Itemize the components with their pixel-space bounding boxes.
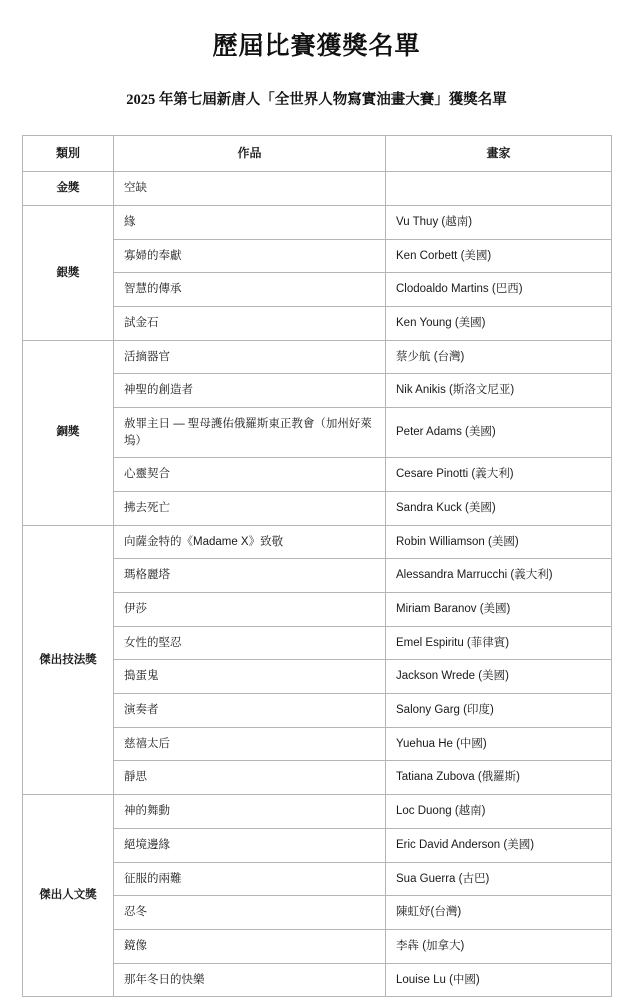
work-cell: 慈禧太后 [114,727,386,761]
artist-cell: 李犇 (加拿大) [386,929,612,963]
work-cell: 鏡像 [114,929,386,963]
document-page [0,18,633,1007]
column-header-work: 作品 [114,136,386,172]
work-cell: 征服的兩難 [114,862,386,896]
artist-cell: Jackson Wrede (美國) [386,660,612,694]
work-cell: 忍冬 [114,896,386,930]
artist-cell: Robin Williamson (美國) [386,525,612,559]
table-header [23,136,612,172]
artist-cell: Yuehua He (中國) [386,727,612,761]
work-cell: 活摘器官 [114,340,386,374]
artist-cell: Sua Guerra (古巴) [386,862,612,896]
page-subtitle: 2025 年第七屆新唐人「全世界人物寫實油畫大賽」獲獎名單 [126,92,507,108]
artist-cell: Alessandra Marrucchi (義大利) [386,559,612,593]
work-cell: 拂去死亡 [114,492,386,526]
work-cell: 伊莎 [114,593,386,627]
work-cell: 神聖的創造者 [114,374,386,408]
work-cell: 緣 [114,206,386,240]
artist-cell: Clodoaldo Martins (巴西) [386,273,612,307]
work-cell: 絕境邊緣 [114,828,386,862]
work-cell: 那年冬日的快樂 [114,963,386,997]
category-cell: 銀獎 [23,206,114,341]
category-cell: 傑出人文獎 [23,795,114,997]
work-cell: 向薩金特的《Madame X》致敬 [114,525,386,559]
artist-cell: Nik Anikis (斯洛文尼亚) [386,374,612,408]
table-header-row [23,136,612,172]
artist-cell: Vu Thuy (越南) [386,206,612,240]
table-row [23,172,612,206]
column-header-category: 類別 [23,136,114,172]
table-row [23,525,612,559]
work-cell: 心靈契合 [114,458,386,492]
artist-cell: 蔡少航 (台灣) [386,340,612,374]
work-cell: 寡婦的奉獻 [114,239,386,273]
work-cell: 女性的堅忍 [114,626,386,660]
work-cell: 赦罪主日 — 聖母護佑俄羅斯東正教會（加州好萊塢） [114,408,386,458]
artist-cell: Ken Corbett (美國) [386,239,612,273]
work-cell: 演奏者 [114,694,386,728]
artist-cell: Cesare Pinotti (義大利) [386,458,612,492]
work-cell: 智慧的傳承 [114,273,386,307]
award-winners-table [22,135,612,997]
artist-cell: Loc Duong (越南) [386,795,612,829]
category-cell: 金獎 [23,172,114,206]
table-row [23,340,612,374]
artist-cell: Sandra Kuck (美國) [386,492,612,526]
page-title: 歷屆比賽獲獎名單 [212,33,421,60]
work-cell: 瑪格麗塔 [114,559,386,593]
category-cell: 傑出技法獎 [23,525,114,794]
artist-cell: 陳虹妤(台灣) [386,896,612,930]
work-cell: 神的舞動 [114,795,386,829]
artist-cell [386,172,612,206]
artist-cell: Tatiana Zubova (俄羅斯) [386,761,612,795]
artist-cell: Salony Garg (印度) [386,694,612,728]
artist-cell: Peter Adams (美國) [386,408,612,458]
table-row [23,795,612,829]
artist-cell: Eric David Anderson (美國) [386,828,612,862]
work-cell: 靜思 [114,761,386,795]
artist-cell: Miriam Baranov (美國) [386,593,612,627]
work-cell: 試金石 [114,307,386,341]
bottom-spacer [22,997,611,1007]
table-row [23,206,612,240]
artist-cell: Louise Lu (中國) [386,963,612,997]
work-cell: 空缺 [114,172,386,206]
table-body [23,172,612,997]
column-header-artist: 畫家 [386,136,612,172]
artist-cell: Emel Espiritu (菲律賓) [386,626,612,660]
category-cell: 銅獎 [23,340,114,525]
artist-cell: Ken Young (美國) [386,307,612,341]
work-cell: 搗蛋鬼 [114,660,386,694]
